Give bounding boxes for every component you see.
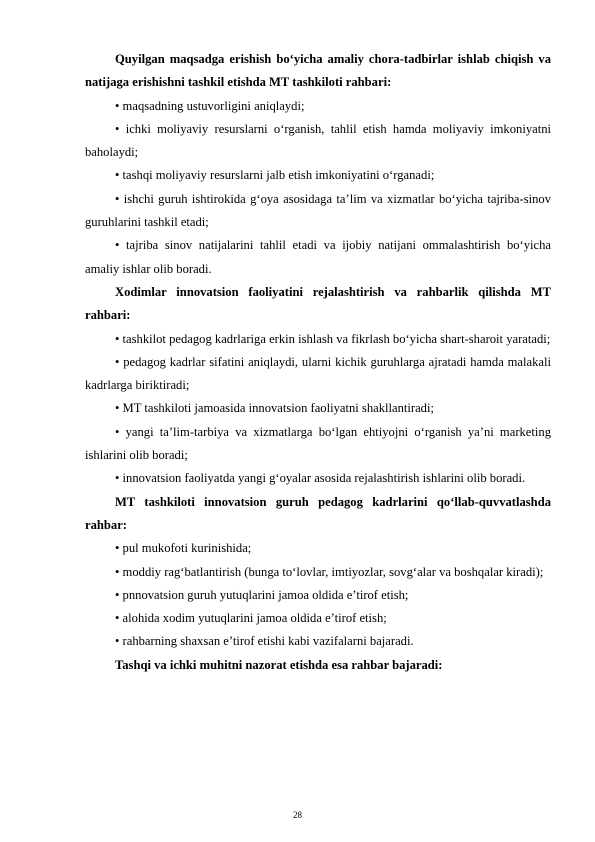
document-page	[85, 48, 551, 677]
list-item: • moddiy rag‘batlantirish (bunga to‘lovlar, imtiyozlar, sovg‘alar va boshqalar kiradi);	[115, 564, 544, 579]
list-item: • tajriba sinov natijalarini tahlil etadi va ijobiy natijani ommalashtirish bo‘yicha amaliy ishlar olib boradi.	[85, 238, 551, 276]
section-heading: MT tashkiloti innovatsion guruh pedagog kadrlarini qo‘llab-quvvatlashda rahbar:	[85, 494, 551, 532]
list-item: • MT tashkiloti jamoasida innovatsion faoliyatni shakllantiradi;	[115, 401, 434, 416]
list-item: • alohida xodim yutuqlarini jamoa oldida e’tirof etish;	[115, 611, 387, 626]
section-heading: Quyilgan maqsadga erishish bo‘yicha amaliy chora-tadbirlar ishlab chiqish va natijaga erishishni tashkil etishda MT tashkiloti rahbari:	[85, 52, 551, 90]
list-item: • maqsadning ustuvorligini aniqlaydi;	[115, 98, 305, 113]
list-item: • ichki moliyaviy resurslarni o‘rganish, tahlil etish hamda moliyaviy imkoniyatni baholaydi;	[85, 121, 551, 160]
list-item: • yangi ta’lim-tarbiya va xizmatlarga bo‘lgan ehtiyojni o‘rganish ya’ni marketing ishlarini olib boradi;	[85, 424, 551, 463]
section-heading: Xodimlar innovatsion faoliyatini rejalashtirish va rahbarlik qilishda MT rahbari:	[85, 284, 551, 323]
list-item: • tashkilot pedagog kadrlariga erkin ishlash va fikrlash bo‘yicha shart-sharoit yaratadi;	[115, 331, 551, 346]
section-heading: Tashqi va ichki muhitni nazorat etishda esa rahbar bajaradi:	[115, 657, 443, 672]
list-item: • ishchi guruh ishtirokida g‘oya asosidaga ta’lim va xizmatlar bo‘yicha tajriba-sinov guruhlarini tashkil etadi;	[85, 191, 551, 230]
list-item: • tashqi moliyaviy resurslarni jalb etish imkoniyatini o‘rganadi;	[115, 168, 435, 183]
list-item: • pnnovatsion guruh yutuqlarini jamoa oldida e’tirof etish;	[115, 587, 409, 602]
page-number: 28	[293, 810, 302, 820]
list-item: • pedagog kadrlar sifatini aniqlaydi, ularni kichik guruhlarga ajratadi hamda malakali kadrlarga biriktiradi;	[85, 354, 551, 393]
list-item: • rahbarning shaxsan e’tirof etishi kabi vazifalarni bajaradi.	[115, 634, 414, 649]
list-item: • innovatsion faoliyatda yangi g‘oyalar asosida rejalashtirish ishlarini olib boradi.	[115, 471, 526, 486]
list-item: • pul mukofoti kurinishida;	[115, 541, 252, 556]
